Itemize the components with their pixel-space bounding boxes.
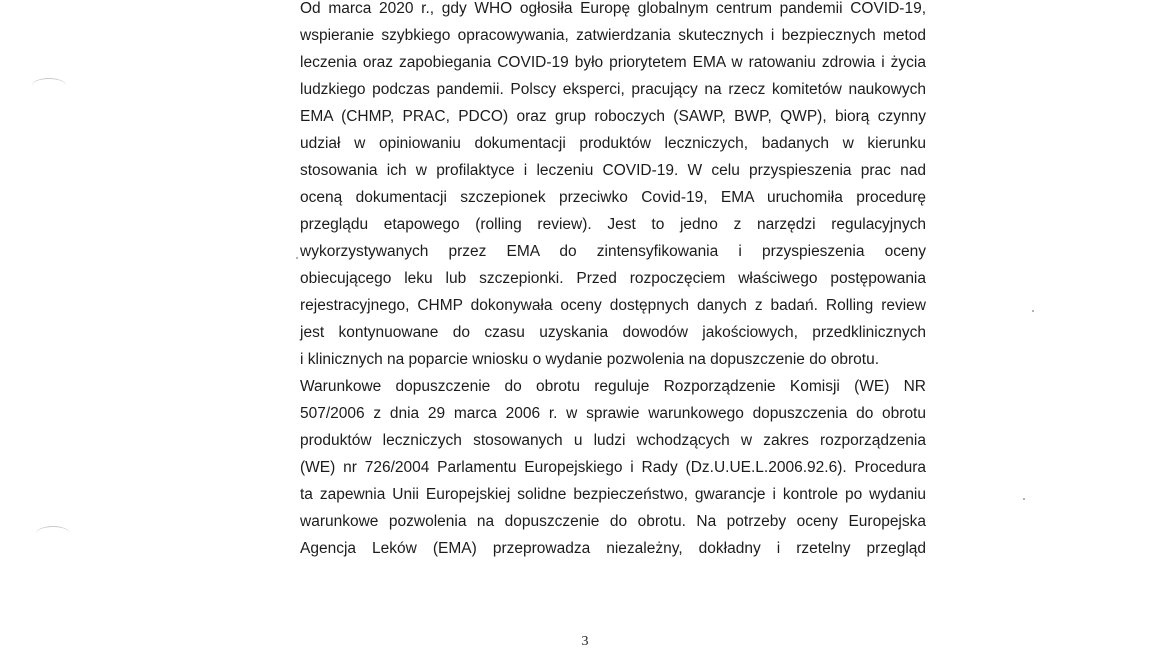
punch-hole-mark: [36, 526, 70, 541]
text-line: przeglądu etapowego (rolling review). Jest to jedno z narzędzi regulacyjnych: [300, 216, 926, 233]
text-line: wspieranie szybkiego opracowywania, zatwierdzania skutecznych i bezpiecznych metod: [300, 27, 926, 44]
text-line: wykorzystywanych przez EMA do zintensyfikowania i przyspieszenia oceny: [300, 243, 926, 260]
text-line: udział w opiniowaniu dokumentacji produktów leczniczych, badanych w kierunku: [300, 135, 926, 152]
punch-hole-mark: [32, 78, 66, 93]
text-line: ludzkiego podczas pandemii. Polscy eksperci, pracujący na rzecz komitetów naukowych: [300, 81, 926, 98]
body-text: [300, 0, 926, 562]
text-line: EMA (CHMP, PRAC, PDCO) oraz grup roboczych (SAWP, BWP, QWP), biorą czynny: [300, 108, 926, 125]
scan-speck: [1032, 310, 1034, 312]
text-line: obiecującego leku lub szczepionki. Przed rozpoczęciem właściwego postępowania: [300, 270, 926, 287]
text-line: warunkowe pozwolenia na dopuszczenie do obrotu. Na potrzeby oceny Europejska: [300, 513, 926, 530]
text-line: ta zapewnia Unii Europejskiej solidne bezpieczeństwo, gwarancje i kontrole po wydaniu: [300, 486, 926, 503]
text-line: rejestracyjnego, CHMP dokonywała oceny dostępnych danych z badań. Rolling review: [300, 297, 926, 314]
text-line: (WE) nr 726/2004 Parlamentu Europejskiego i Rady (Dz.U.UE.L.2006.92.6). Procedura: [300, 459, 926, 476]
text-line: stosowania ich w profilaktyce i leczeniu COVID-19. W celu przyspieszenia prac nad: [300, 162, 926, 179]
text-line: 507/2006 z dnia 29 marca 2006 r. w sprawie warunkowego dopuszczenia do obrotu: [300, 405, 926, 422]
text-line: oceną dokumentacji szczepionek przeciwko Covid-19, EMA uruchomiła procedurę: [300, 189, 926, 206]
scan-speck: [296, 257, 298, 259]
scan-speck: [1023, 498, 1025, 500]
text-line: jest kontynuowane do czasu uzyskania dowodów jakościowych, przedklinicznych: [300, 324, 926, 341]
text-line: i klinicznych na poparcie wniosku o wydanie pozwolenia na dopuszczenie do obrotu.: [300, 351, 880, 368]
text-line: Od marca 2020 r., gdy WHO ogłosiła Europę globalnym centrum pandemii COVID-19,: [300, 0, 926, 17]
text-line: Warunkowe dopuszczenie do obrotu reguluje Rozporządzenie Komisji (WE) NR: [300, 378, 926, 395]
text-line: produktów leczniczych stosowanych u ludzi wchodzących w zakres rozporządzenia: [300, 432, 926, 449]
text-line: leczenia oraz zapobiegania COVID-19 było priorytetem EMA w ratowaniu zdrowia i życia: [300, 54, 926, 71]
page-number: 3: [581, 634, 589, 649]
text-line: Agencja Leków (EMA) przeprowadza niezależny, dokładny i rzetelny przegląd: [300, 540, 926, 557]
